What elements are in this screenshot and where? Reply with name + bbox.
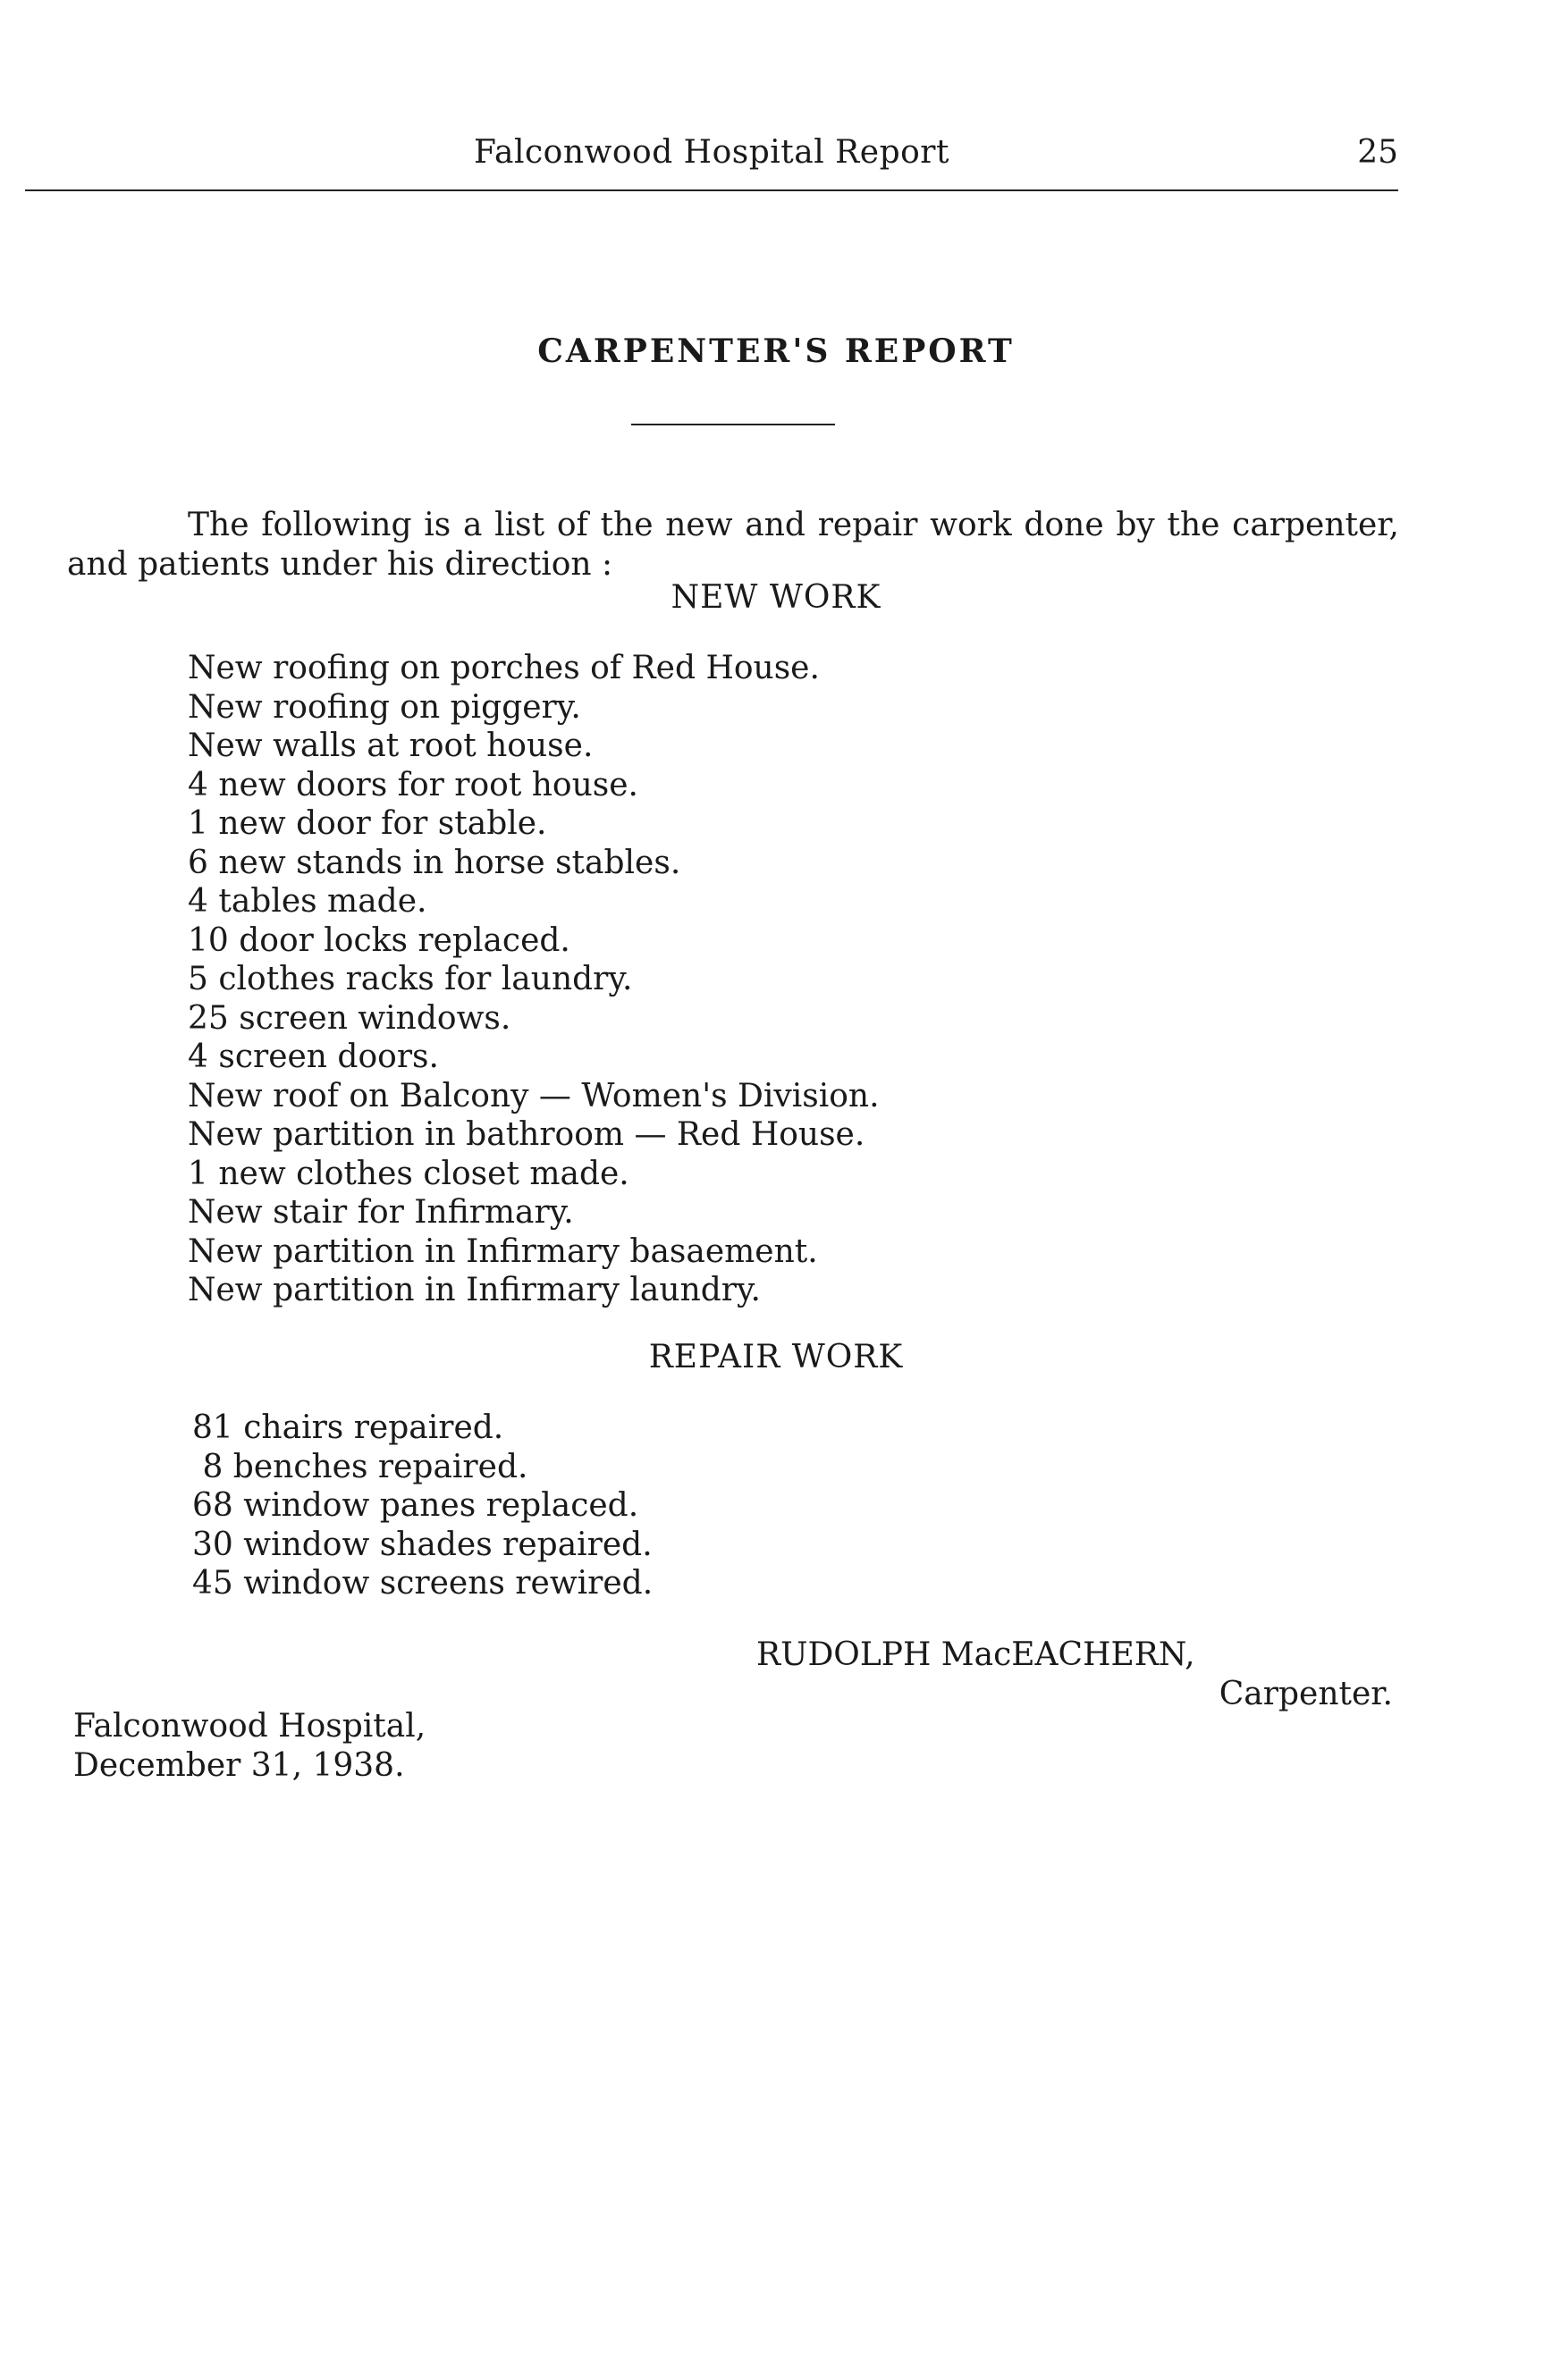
list-item: 4 new doors for root house. <box>188 766 638 803</box>
list-item: 4 screen doors. <box>188 1039 439 1075</box>
dateline-date: December 31, 1938. <box>73 1747 405 1784</box>
list-item: 68 window panes replaced. <box>192 1487 639 1524</box>
running-head <box>25 134 1398 188</box>
dateline <box>73 1707 426 1786</box>
list-item: New roof on Balcony — Women's Division. <box>188 1077 880 1114</box>
list-item: 6 new stands in horse stables. <box>188 844 681 881</box>
repair-work-list <box>192 1409 653 1603</box>
new-work-heading: NEW WORK <box>671 579 881 616</box>
list-item: 1 new clothes closet made. <box>188 1155 629 1192</box>
list-item: New partition in bathroom — Red House. <box>188 1116 865 1153</box>
signature-block <box>756 1636 1400 1714</box>
list-item: 4 tables made. <box>188 883 427 920</box>
title-rule <box>631 424 835 425</box>
intro-paragraph: The following is a list of the new and repair work done by the carpenter, and patients under his direction : <box>67 507 1399 583</box>
list-item: New roofing on piggery. <box>188 688 581 726</box>
list-item: New walls at root house. <box>188 727 594 764</box>
running-title: Falconwood Hospital Report <box>474 134 949 171</box>
signatory-role: Carpenter. <box>1219 1676 1393 1712</box>
list-item: New stair for Infirmary. <box>188 1194 574 1231</box>
list-item: 10 door locks replaced. <box>188 921 570 959</box>
list-item: 25 screen windows. <box>188 999 511 1037</box>
signatory-name: RUDOLPH MacEACHERN, <box>756 1636 1195 1673</box>
list-item: New partition in Infirmary basaement. <box>188 1232 818 1270</box>
list-item: 5 clothes racks for laundry. <box>188 961 633 997</box>
repair-work-heading: REPAIR WORK <box>648 1339 904 1375</box>
list-item: 81 chairs repaired. <box>192 1409 504 1446</box>
page-number: 25 <box>1357 134 1398 171</box>
list-item: New partition in Infirmary laundry. <box>188 1272 762 1308</box>
new-work-list <box>188 649 880 1310</box>
list-item: 45 window screens rewired. <box>192 1565 654 1602</box>
dateline-place: Falconwood Hospital, <box>73 1708 426 1745</box>
list-item: 30 window shades repaired. <box>192 1526 653 1563</box>
header-rule <box>25 189 1398 191</box>
list-item: 8 benches repaired. <box>192 1448 528 1485</box>
list-item: 1 new door for stable. <box>188 805 547 842</box>
report-title: CARPENTER'S REPORT <box>537 332 1015 370</box>
list-item: New roofing on porches of Red House. <box>188 650 820 686</box>
